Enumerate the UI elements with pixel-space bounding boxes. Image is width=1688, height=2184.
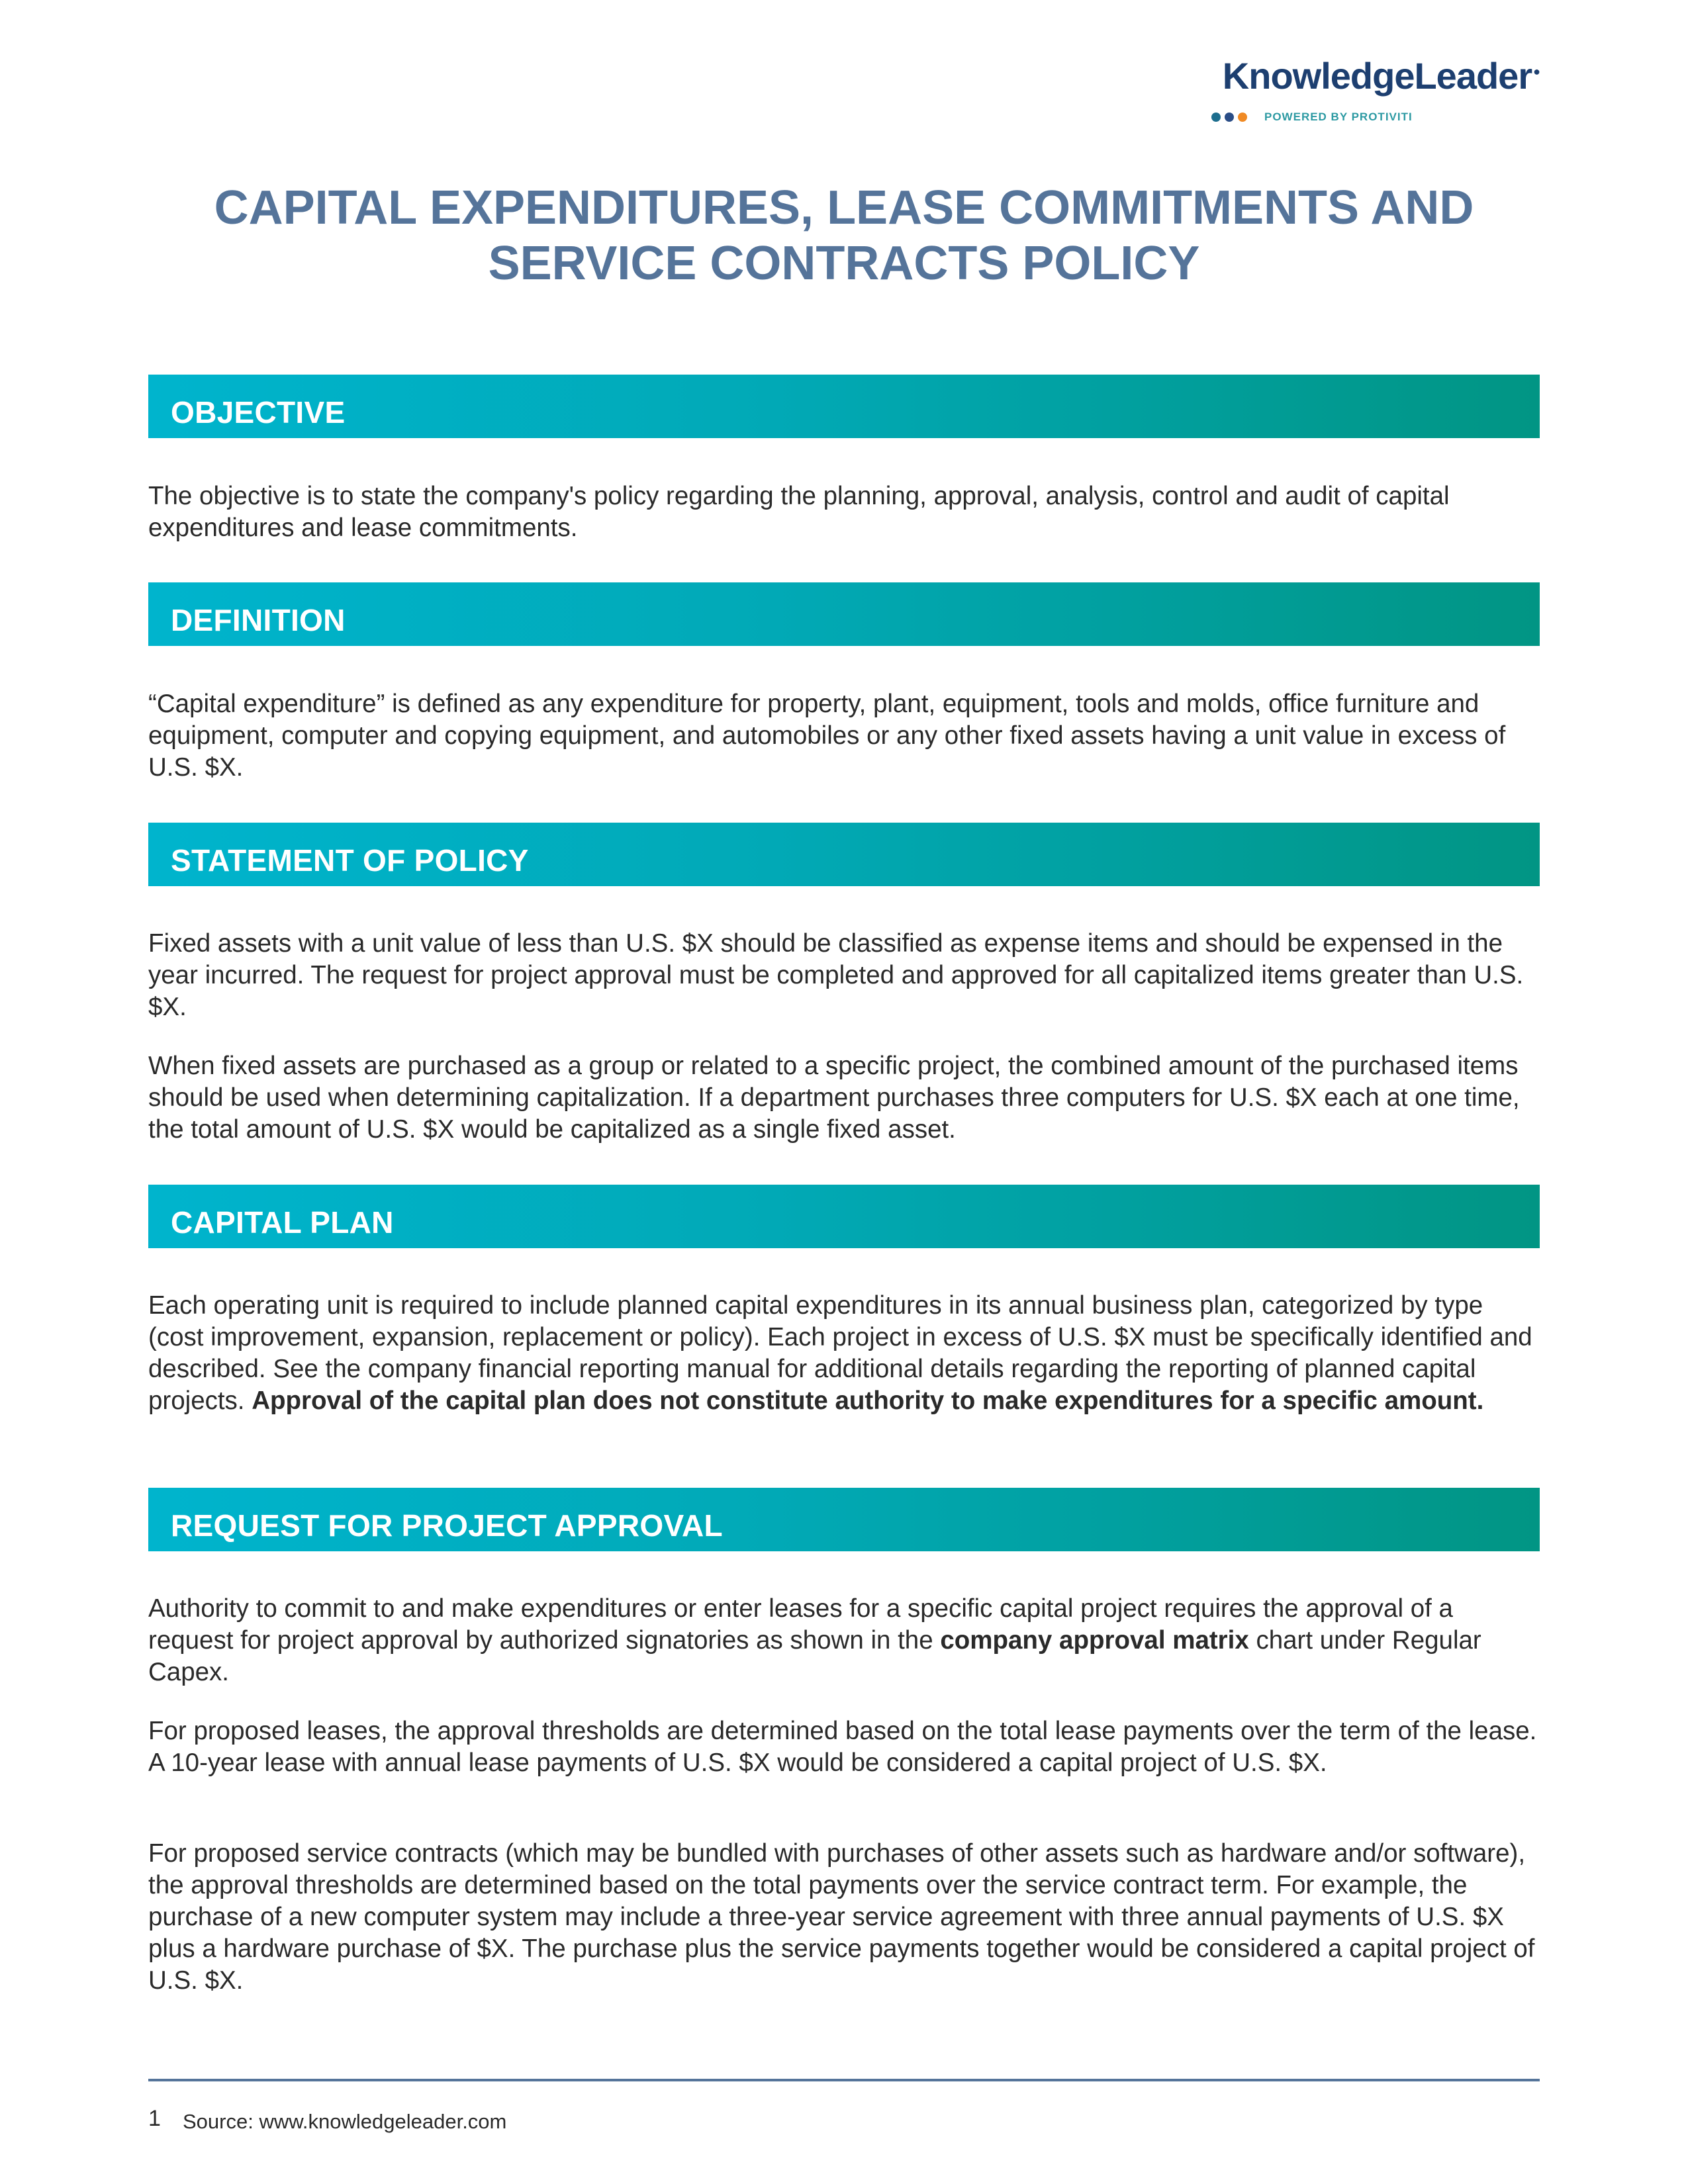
registered-mark-icon: ● [1533, 65, 1540, 79]
logo-dot-icon [1225, 113, 1234, 122]
company-approval-matrix-text: company approval matrix [940, 1626, 1249, 1655]
logo-dot-icon [1238, 113, 1247, 122]
section-heading: DEFINITION [171, 603, 346, 637]
logo-tagline: POWERED BY PROTIVITI [1264, 111, 1413, 123]
section-heading: STATEMENT OF POLICY [171, 843, 529, 878]
statement-paragraph-2: When fixed assets are purchased as a group or related to a specific project, the combined amount of the purchased items should be used when determining capitalization. If a department purchases three computers for U.S. $X each at one time, the total amount of U.S. $X would be capitalized as a single fixed asset. [148, 1052, 1520, 1144]
logo-name: KnowledgeLeader [1222, 55, 1532, 97]
logo-dot-icon [1211, 113, 1221, 122]
objective-paragraph: The objective is to state the company's policy regarding the planning, approval, analysis, control and audit of capital expenditures and lease commitments. [148, 482, 1450, 542]
capital-plan-bold-note: Approval of the capital plan does not constitute authority to make expenditures for a specific amount. [252, 1387, 1484, 1415]
section-header-definition [148, 582, 1540, 646]
request-p1-tail: chart under Regular Capex. [148, 1626, 1481, 1686]
request-paragraph-2: For proposed leases, the approval thresholds are determined based on the total lease payments over the term of the lease. A 10-year lease with annual lease payments of U.S. $X would be considered a capital project of U.S. $X. [148, 1717, 1537, 1777]
title-line-2: SERVICE CONTRACTS POLICY [488, 237, 1200, 290]
page-title [148, 180, 1540, 291]
footer-divider [148, 2079, 1540, 2081]
definition-paragraph: “Capital expenditure” is defined as any expenditure for property, plant, equipment, tools and molds, office furniture and equipment, computer and copying equipment, and automobiles or any other fixed assets having a unit value in excess of U.S. $X. [148, 690, 1506, 782]
section-heading: CAPITAL PLAN [171, 1205, 394, 1240]
section-header-capital-plan [148, 1185, 1540, 1248]
request-p1-text: Authority to commit to and make expenditures or enter leases for a specific capital project requires the approval of a request for project approval by authorized signatories as shown in the [148, 1594, 1453, 1655]
section-header-request-for-project-approval [148, 1488, 1540, 1551]
logo-wordmark [1223, 54, 1540, 97]
statement-paragraph-1: Fixed assets with a unit value of less than U.S. $X should be classified as expense items and should be expensed in the year incurred. The request for project approval must be completed and approved for all capitalized items greater than U.S. $X. [148, 929, 1524, 1021]
section-header-statement-of-policy [148, 823, 1540, 886]
section-heading: REQUEST FOR PROJECT APPROVAL [171, 1508, 723, 1543]
section-header-objective [148, 375, 1540, 438]
request-paragraph-3: For proposed service contracts (which may be bundled with purchases of other assets such as hardware and/or software), the approval thresholds are determined based on the total payments over the service contract term. For example, the purchase of a new computer system may include a three-year service agreement with three annual payments of U.S. $X plus a hardware purchase of $X. The purchase plus the service payments together would be considered a capital project of U.S. $X. [148, 1839, 1535, 1995]
request-paragraph-1 [148, 1593, 1545, 1688]
title-line-1: CAPITAL EXPENDITURES, LEASE COMMITMENTS AND [214, 181, 1474, 234]
knowledgeleader-logo [1196, 54, 1540, 127]
logo-subline [1211, 107, 1413, 127]
section-heading: OBJECTIVE [171, 395, 346, 430]
capital-plan-text: Each operating unit is required to include planned capital expenditures in its annual business plan, categorized by type (cost improvement, expansion, replacement or policy). Each project in excess of U.S. $X must be specifically identified and described. See the company financial reporting manual for additional details regarding the reporting of planned capital projects. [148, 1291, 1532, 1415]
page-number: 1 [148, 2106, 161, 2131]
capital-plan-paragraph [148, 1290, 1545, 1417]
footer-source: Source: www.knowledgeleader.com [183, 2110, 507, 2133]
